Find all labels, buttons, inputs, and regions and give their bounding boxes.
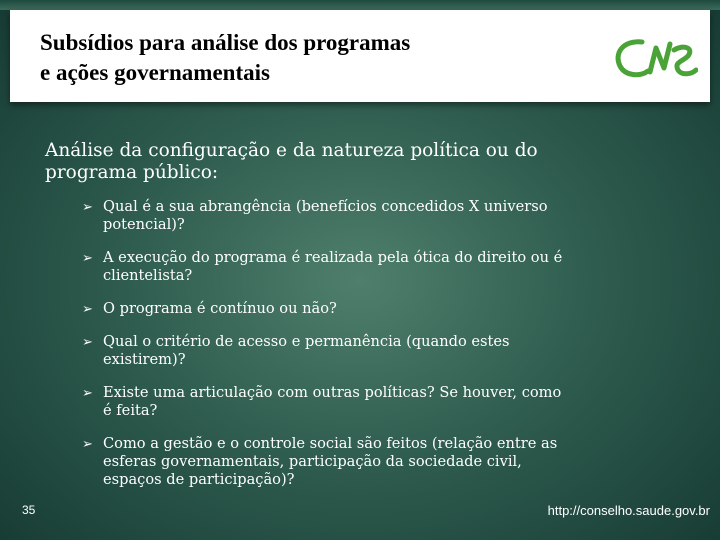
right-arrowhead-icon: ➢: [82, 386, 93, 401]
section-subtitle: [45, 140, 645, 184]
bullet-item: [80, 384, 636, 420]
footer-url[interactable]: http://conselho.saude.gov.br: [547, 503, 710, 518]
title-line-1: Subsídios para análise dos programas: [40, 30, 411, 55]
title-line-2: e ações governamentais: [40, 60, 270, 85]
bullet-line: clientelista?: [103, 267, 193, 284]
cns-logo: [612, 32, 698, 88]
bullet-item: [80, 300, 636, 318]
right-arrowhead-icon: ➢: [82, 437, 93, 452]
bullet-line: A execução do programa é realizada pela ótica do direito ou é: [103, 249, 563, 266]
bullet-item: [80, 333, 636, 369]
bullet-line: potencial)?: [103, 216, 185, 233]
bullet-line: existirem)?: [103, 351, 186, 368]
bullet-item: [80, 249, 636, 285]
bullet-line: O programa é contínuo ou não?: [103, 300, 337, 317]
bullet-line: espaços de participação)?: [103, 471, 295, 488]
right-arrowhead-icon: ➢: [82, 200, 93, 215]
slide-title: [40, 28, 560, 88]
header-box: [10, 10, 710, 102]
bullet-line: Qual o critério de acesso e permanência (quando estes: [103, 333, 510, 350]
top-bar: [0, 0, 720, 10]
bullet-line: Como a gestão e o controle social são feitos (relação entre as: [103, 435, 558, 452]
bullet-line: Existe uma articulação com outras políticas? Se houver, como: [103, 384, 562, 401]
subtitle-line-2: programa público:: [45, 162, 219, 183]
bullet-item: [80, 198, 636, 234]
logo-text: [612, 32, 698, 88]
bullet-list: [80, 198, 636, 504]
bullet-line: esferas governamentais, participação da sociedade civil,: [103, 453, 522, 470]
subtitle-line-1: Análise da configuração e da natureza política ou do: [45, 140, 538, 161]
bullet-item: [80, 435, 636, 489]
bullet-line: é feita?: [103, 402, 158, 419]
bullet-line: Qual é a sua abrangência (benefícios concedidos X universo: [103, 198, 548, 215]
right-arrowhead-icon: ➢: [82, 302, 93, 317]
right-arrowhead-icon: ➢: [82, 335, 93, 350]
right-arrowhead-icon: ➢: [82, 251, 93, 266]
page-number: 35: [22, 503, 36, 517]
